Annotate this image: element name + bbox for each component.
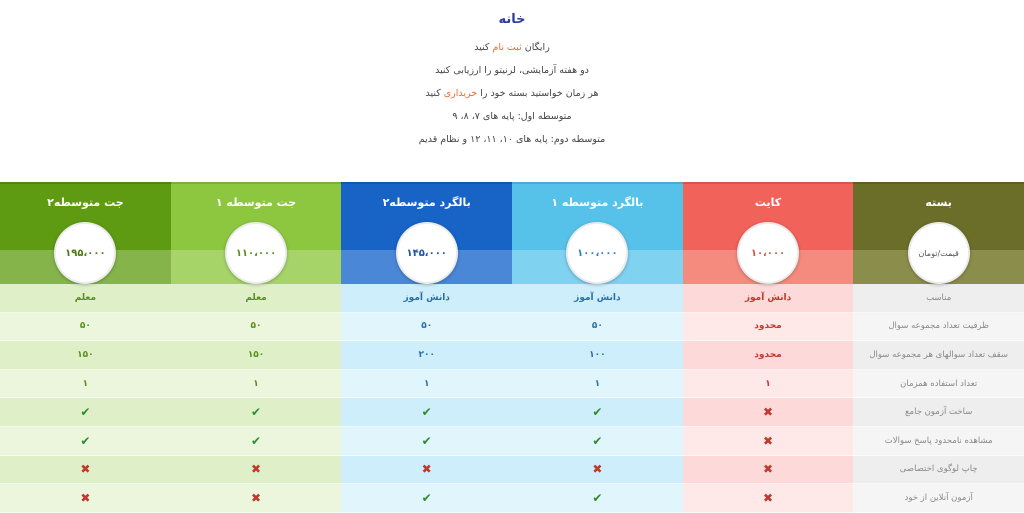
intro-line-trial: دو هفته آزمایشی، لرنیتو را ارزیابی کنید [435, 65, 589, 76]
intro-line-purchase [0, 88, 1024, 99]
intro-section [0, 0, 1024, 180]
home-link[interactable]: خانه [498, 12, 526, 27]
plan-title: کایت [754, 196, 782, 209]
price-circle: قیمت/تومان [908, 222, 970, 284]
check-icon: ✔ [592, 490, 603, 505]
check-icon: ✔ [421, 433, 432, 448]
check-icon: ✔ [592, 405, 603, 420]
cross-icon [683, 484, 854, 513]
check-icon [341, 484, 512, 513]
price-circle: ۱۹۵،۰۰۰ [54, 222, 116, 284]
cross-icon: ✖ [762, 405, 774, 420]
package-column [853, 182, 1024, 503]
check-icon [512, 484, 683, 513]
feature-value: ۵۰ [512, 313, 683, 342]
feature-value: ۱۰۰ [512, 341, 683, 370]
price-circle: ۱۰۰،۰۰۰ [566, 222, 628, 284]
feature-label: مناسب [853, 284, 1024, 313]
feature-value: ۵۰ [0, 313, 171, 342]
cross-icon: ✖ [251, 490, 262, 505]
feature-value: ۵۰ [341, 313, 512, 342]
feature-value: دانش آموز [683, 284, 854, 313]
plan-title: بالگرد متوسطه ۱ [551, 196, 644, 209]
feature-label: آزمون آنلاین از خود [853, 484, 1024, 513]
check-icon [341, 427, 512, 456]
check-icon: ✔ [251, 405, 262, 420]
feature-value: معلم [171, 284, 342, 313]
kite-column [683, 182, 854, 505]
cross-icon [0, 456, 171, 485]
jet-1-column [171, 182, 342, 505]
check-icon [0, 398, 171, 427]
check-icon: ✔ [80, 433, 91, 448]
check-icon [341, 398, 512, 427]
check-icon [512, 398, 683, 427]
cross-icon: ✖ [592, 462, 603, 477]
helicopter-1-column [512, 182, 683, 505]
cross-icon [341, 456, 512, 485]
cross-icon: ✖ [762, 462, 774, 477]
intro-text: کنید [474, 42, 490, 53]
cross-icon [171, 456, 342, 485]
cross-icon: ✖ [421, 462, 432, 477]
cross-icon: ✖ [251, 462, 262, 477]
cross-icon [683, 398, 854, 427]
cross-icon: ✖ [762, 490, 774, 505]
intro-text: کنید [425, 88, 441, 99]
feature-label: ظرفیت تعداد مجموعه سوال [853, 313, 1024, 342]
check-icon: ✔ [80, 405, 91, 420]
price-circle: ۱۴۵،۰۰۰ [396, 222, 458, 284]
feature-label: مشاهده نامحدود پاسخ سوالات [853, 427, 1024, 456]
price-circle: ۱۰،۰۰۰ [737, 222, 799, 284]
feature-label: تعداد استفاده همزمان [853, 370, 1024, 399]
pricing-table [0, 182, 1024, 505]
feature-value: ۱ [683, 370, 854, 399]
feature-value: ۱ [0, 370, 171, 399]
feature-value: ۲۰۰ [341, 341, 512, 370]
cross-icon: ✖ [762, 433, 774, 448]
cross-icon [171, 484, 342, 513]
check-icon: ✔ [251, 433, 262, 448]
helicopter-2-column [341, 182, 512, 505]
register-link[interactable]: ثبت نام [492, 42, 522, 53]
price-circle: ۱۱۰،۰۰۰ [225, 222, 287, 284]
plan-title: جت متوسطه۲ [47, 196, 124, 209]
check-icon: ✔ [592, 433, 603, 448]
plan-title: بسته [925, 196, 952, 209]
feature-value: محدود [683, 313, 854, 342]
feature-value: ۱۵۰ [171, 341, 342, 370]
feature-value: محدود [683, 341, 854, 370]
feature-value: ۱ [341, 370, 512, 399]
check-icon [0, 427, 171, 456]
cross-icon: ✖ [80, 490, 91, 505]
intro-text: هر زمان خواستید بسته خود را [480, 88, 599, 99]
cross-icon: ✖ [80, 462, 91, 477]
intro-line-register [0, 42, 1024, 53]
cross-icon [512, 456, 683, 485]
plan-title: بالگرد متوسطه۲ [382, 196, 471, 209]
feature-value: ۵۰ [171, 313, 342, 342]
purchase-link[interactable]: خریداری [443, 88, 478, 99]
cross-icon [683, 456, 854, 485]
feature-value: دانش آموز [512, 284, 683, 313]
intro-line-level2: متوسطه دوم: پایه های ۱۰، ۱۱، ۱۲ و نظام قدیم [418, 134, 606, 145]
feature-value: ۱ [512, 370, 683, 399]
jet-2-column [0, 182, 171, 505]
check-icon [171, 427, 342, 456]
cross-icon [683, 427, 854, 456]
feature-value: دانش آموز [341, 284, 512, 313]
intro-line-level1: متوسطه اول: پایه های ۷، ۸، ۹ [452, 111, 572, 122]
check-icon: ✔ [421, 405, 432, 420]
feature-value: معلم [0, 284, 171, 313]
check-icon [171, 398, 342, 427]
check-icon [512, 427, 683, 456]
intro-text: رایگان [524, 42, 550, 53]
feature-label: چاپ لوگوی اختصاصی [853, 456, 1024, 485]
feature-label: ساخت آزمون جامع [853, 398, 1024, 427]
plan-title: جت متوسطه ۱ [215, 196, 297, 209]
cross-icon [0, 484, 171, 513]
feature-value: ۱ [171, 370, 342, 399]
check-icon: ✔ [421, 490, 432, 505]
feature-label: سقف تعداد سوالهای هر مجموعه سوال [853, 341, 1024, 370]
feature-value: ۱۵۰ [0, 341, 171, 370]
